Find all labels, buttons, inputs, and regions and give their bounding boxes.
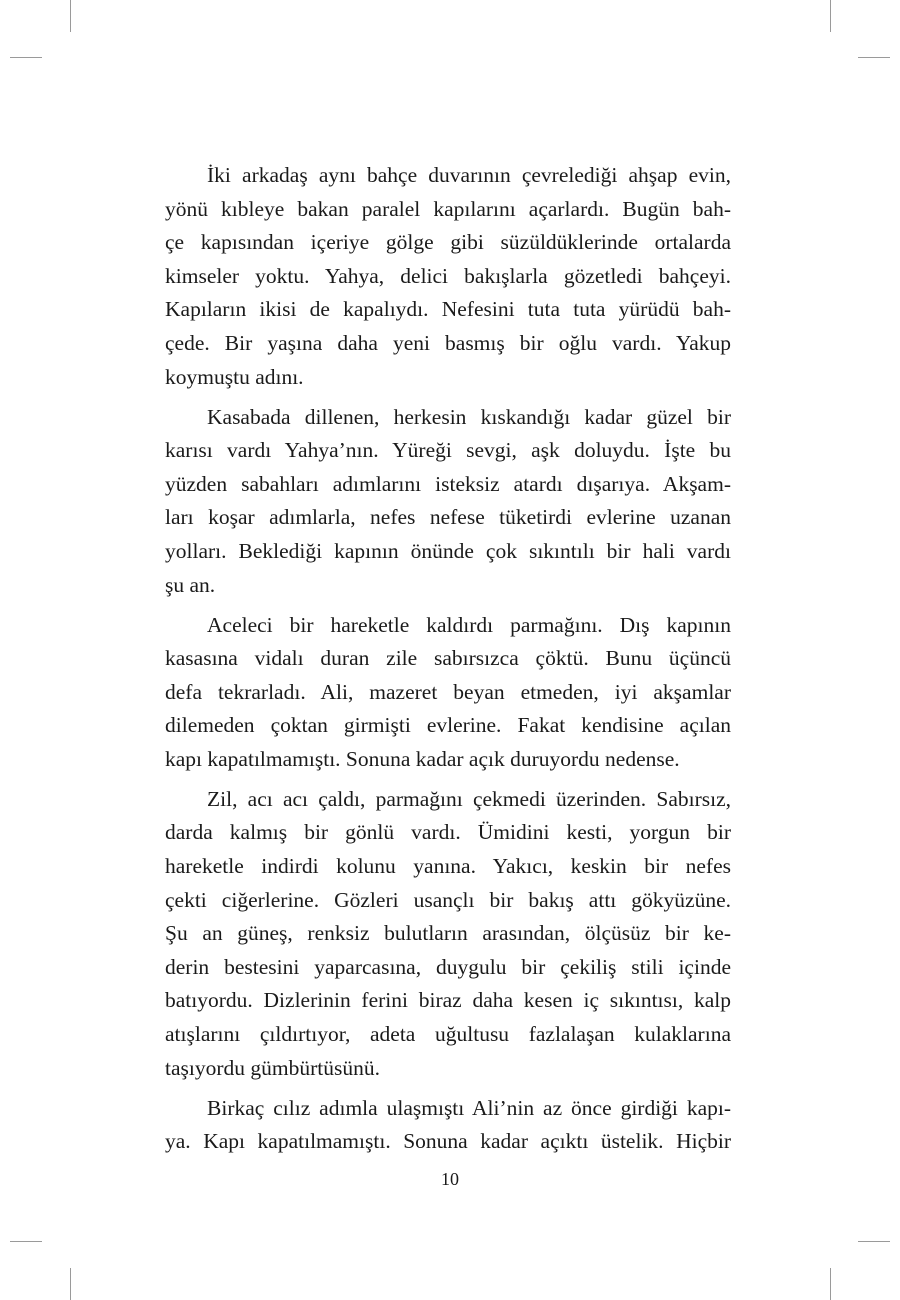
text-line: atışlarını çıldırtıyor, adeta uğultusu fazlalaşan kulaklarına bbox=[165, 1022, 731, 1047]
page-number: 10 bbox=[441, 1169, 459, 1189]
text-line: yönü kıbleye bakan paralel kapılarını açarlardı. Bugün bah- bbox=[165, 196, 731, 221]
text-line: Aceleci bir hareketle kaldırdı parmağını. Dış kapının bbox=[207, 612, 731, 637]
text-line: çekti ciğerlerine. Gözleri usançlı bir bakış attı gökyüzüne. bbox=[165, 887, 731, 912]
text-line: hareketle indirdi kolunu yanına. Yakıcı, keskin bir nefes bbox=[165, 854, 731, 879]
text-line: şu an. bbox=[165, 572, 216, 597]
text-line: ları koşar adımlarla, nefes nefese tüketirdi evlerine uzanan bbox=[165, 505, 731, 530]
text-line: İki arkadaş aynı bahçe duvarının çevrelediği ahşap evin, bbox=[207, 163, 731, 187]
crop-mark bbox=[830, 1268, 831, 1300]
crop-mark bbox=[858, 57, 890, 58]
text-line: dilemeden çoktan girmişti evlerine. Fakat kendisine açılan bbox=[165, 713, 731, 738]
paragraph bbox=[165, 609, 731, 777]
text-line: ya. Kapı kapatılmamıştı. Sonuna kadar açıktı üstelik. Hiçbir bbox=[165, 1129, 731, 1154]
crop-mark bbox=[858, 1241, 890, 1242]
text-line: defa tekrarladı. Ali, mazeret beyan etmeden, iyi akşamlar bbox=[165, 679, 731, 704]
text-line: karısı vardı Yahya’nın. Yüreği sevgi, aşk doluydu. İşte bu bbox=[165, 438, 731, 463]
text-line: yüzden sabahları adımlarını isteksiz atardı dışarıya. Akşam- bbox=[165, 471, 731, 496]
paragraph bbox=[165, 401, 731, 603]
body-text bbox=[165, 159, 731, 1159]
text-line: Zil, acı acı çaldı, parmağını çekmedi üzerinden. Sabırsız, bbox=[207, 786, 731, 811]
text-line: darda kalmış bir gönlü vardı. Ümidini kesti, yorgun bir bbox=[165, 820, 731, 845]
text-line: Şu an güneş, renksiz bulutların arasından, ölçüsüz bir ke- bbox=[165, 921, 731, 946]
paragraph bbox=[165, 783, 731, 1085]
crop-mark bbox=[70, 0, 71, 32]
crop-mark bbox=[830, 0, 831, 32]
text-line: Kasabada dillenen, herkesin kıskandığı kadar güzel bir bbox=[207, 404, 731, 429]
text-line: kasasına vidalı duran zile sabırsızca çöktü. Bunu üçüncü bbox=[165, 646, 731, 671]
text-line: Birkaç cılız adımla ulaşmıştı Ali’nin az önce girdiği kapı- bbox=[207, 1095, 731, 1120]
text-line: kapı kapatılmamıştı. Sonuna kadar açık duruyordu nedense. bbox=[165, 746, 680, 771]
crop-mark bbox=[10, 57, 42, 58]
text-line: Kapıların ikisi de kapalıydı. Nefesini tuta tuta yürüdü bah- bbox=[165, 297, 731, 322]
paragraph bbox=[165, 1092, 731, 1159]
crop-mark bbox=[10, 1241, 42, 1242]
text-line: koymuştu adını. bbox=[165, 364, 304, 389]
text-line: taşıyordu gümbürtüsünü. bbox=[165, 1055, 380, 1080]
paragraph bbox=[165, 159, 731, 394]
text-line: yolları. Beklediği kapının önünde çok sıkıntılı bir hali vardı bbox=[165, 538, 731, 563]
text-line: kimseler yoktu. Yahya, delici bakışlarla gözetledi bahçeyi. bbox=[165, 263, 731, 288]
crop-mark bbox=[70, 1268, 71, 1300]
text-line: derin bestesini yaparcasına, duygulu bir çekiliş stili içinde bbox=[165, 954, 731, 979]
text-line: çe kapısından içeriye gölge gibi süzüldüklerinde ortalarda bbox=[165, 230, 731, 255]
text-line: çede. Bir yaşına daha yeni basmış bir oğlu vardı. Yakup bbox=[165, 330, 731, 355]
text-line: batıyordu. Dizlerinin ferini biraz daha kesen iç sıkıntısı, kalp bbox=[165, 988, 731, 1013]
